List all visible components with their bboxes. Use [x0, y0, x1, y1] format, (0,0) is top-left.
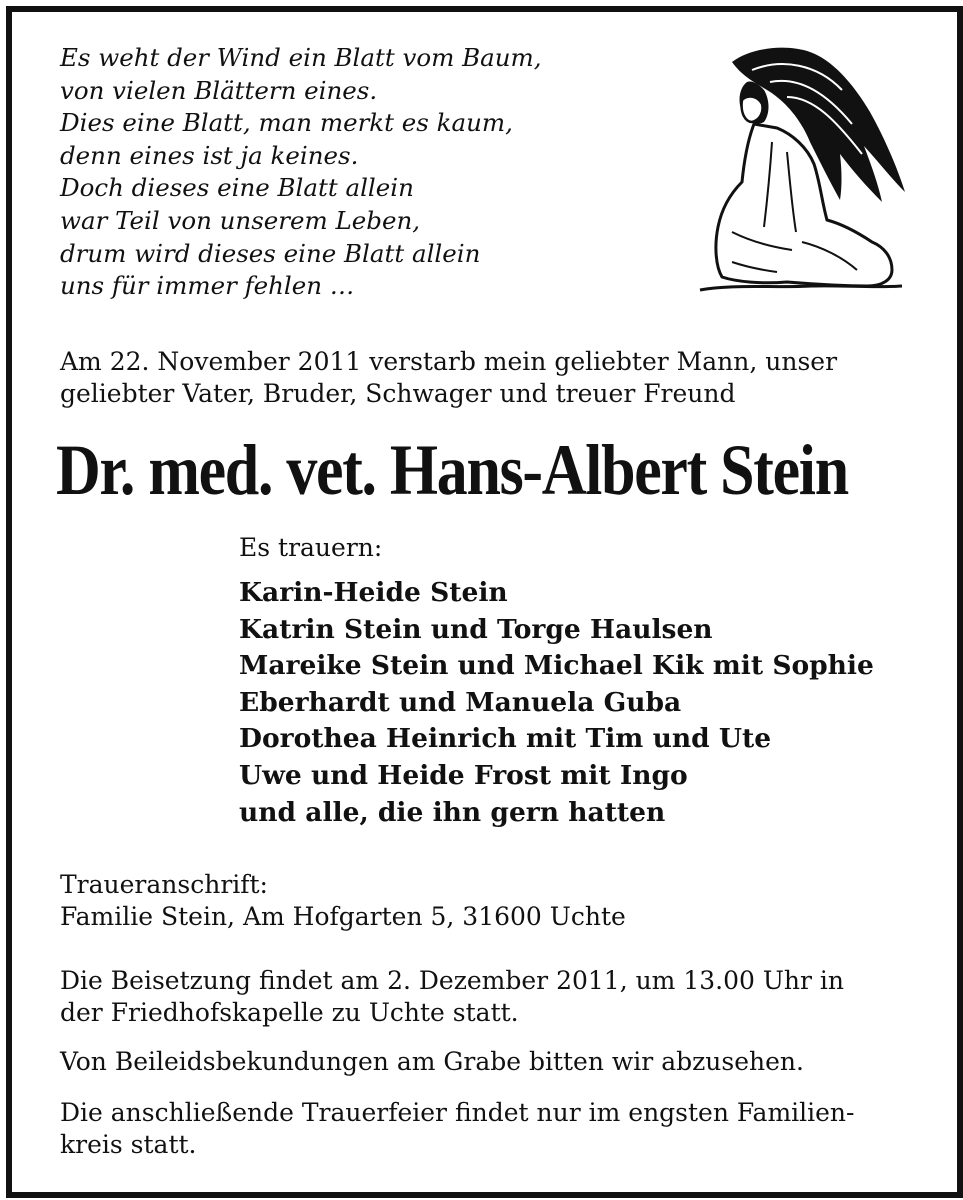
mourner-entry: Katrin Stein und Torge Haulsen: [239, 613, 713, 645]
funeral-line: Die Beisetzung findet am 2. Dezember 2011, um 13.00 Uhr in: [60, 966, 845, 995]
mourner-entry: Dorothea Heinrich mit Tim und Ute: [239, 723, 772, 755]
intro-line: Am 22. November 2011 verstarb mein geliebter Mann, unser: [60, 347, 838, 376]
mourner-entry: Uwe und Heide Frost mit Ingo: [239, 759, 688, 791]
poem-line: Doch dieses eine Blatt allein: [60, 173, 414, 203]
mourners-list: [239, 575, 874, 831]
poem-line: uns für immer fehlen …: [60, 271, 355, 301]
kneeling-angel-icon: [692, 42, 907, 297]
reception-info: [60, 1097, 854, 1161]
poem-line: Es weht der Wind ein Blatt vom Baum,: [60, 43, 542, 72]
mourner-entry: und alle, die ihn gern hatten: [239, 796, 666, 828]
obituary-frame: [6, 6, 963, 1198]
funeral-line: der Friedhofskapelle zu Uchte statt.: [60, 998, 519, 1027]
reception-line: kreis statt.: [60, 1130, 197, 1159]
mourner-entry: Eberhardt und Manuela Guba: [239, 686, 682, 718]
poem-line: von vielen Blättern eines.: [60, 75, 378, 105]
address-line: Familie Stein, Am Hofgarten 5, 31600 Uchte: [60, 902, 626, 931]
intro-line: geliebter Vater, Bruder, Schwager und treuer Freund: [60, 379, 736, 408]
poem: [60, 42, 542, 303]
poem-line: Dies eine Blatt, man merkt es kaum,: [60, 108, 513, 138]
mourning-address: [60, 869, 626, 933]
poem-line: drum wird dieses eine Blatt allein: [60, 238, 481, 268]
mourner-entry: Karin-Heide Stein: [239, 577, 508, 608]
mourner-entry: Mareike Stein und Michael Kik mit Sophie: [239, 650, 874, 682]
condolence-note: [60, 1046, 804, 1078]
poem-line: denn eines ist ja keines.: [60, 140, 359, 170]
deceased-name: Dr. med. vet. Hans-Albert Stein: [56, 430, 848, 510]
reception-line: Die anschließende Trauerfeier findet nur im engsten Familien-: [60, 1098, 855, 1127]
address-label: Traueranschrift:: [60, 870, 268, 899]
poem-line: war Teil von unserem Leben,: [60, 205, 421, 235]
condolence-line: Von Beileidsbekundungen am Grabe bitten wir abzusehen.: [60, 1047, 804, 1076]
mourners-heading: Es trauern:: [239, 533, 383, 562]
intro-text: [60, 346, 837, 410]
funeral-info: [60, 965, 844, 1029]
